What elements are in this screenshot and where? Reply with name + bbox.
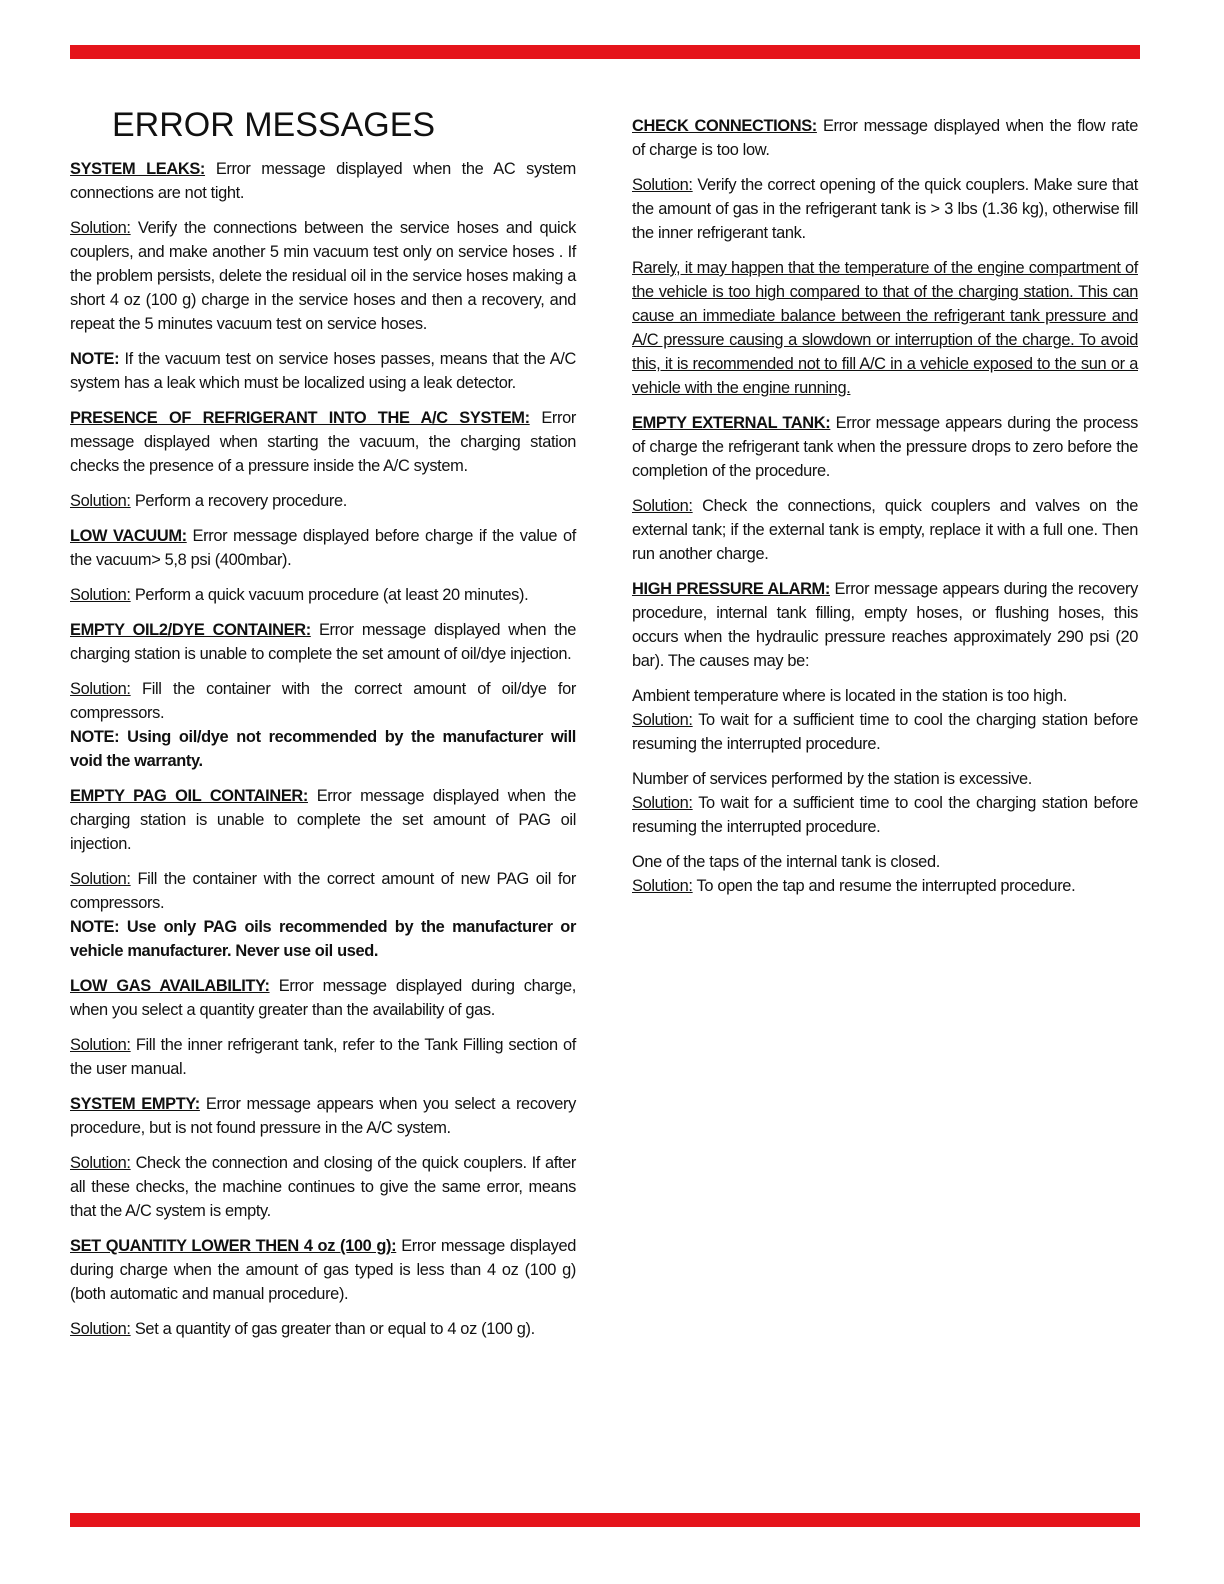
solution-label: Solution: bbox=[70, 870, 131, 888]
low-gas-desc: LOW GAS AVAILABILITY: Error message displayed during charge, when you select a quantity greater than the availability of gas. bbox=[70, 977, 576, 1019]
note-label: NOTE: bbox=[70, 350, 120, 368]
low-gas-solution: Solution: Fill the inner refrigerant tank, refer to the Tank Filling section of the user manual. bbox=[70, 1036, 576, 1078]
ext-tank-solution: Solution: Check the connections, quick couplers and valves on the external tank; if the external tank is empty, replace it with a full one. Then run another charge. bbox=[632, 497, 1138, 563]
solution-label: Solution: bbox=[70, 1036, 131, 1054]
high-pressure-label: HIGH PRESSURE ALARM: bbox=[632, 580, 830, 598]
system-leaks-note: NOTE: If the vacuum test on service hoses passes, means that the A/C system has a leak which must be localized using a leak detector. bbox=[70, 350, 576, 392]
solution-label: Solution: bbox=[632, 711, 693, 729]
check-conn-label: CHECK CONNECTIONS: bbox=[632, 117, 817, 135]
solution-label: Solution: bbox=[632, 497, 693, 515]
presence-label: PRESENCE OF REFRIGERANT INTO THE A/C SYSTEM: bbox=[70, 409, 530, 427]
check-conn-solution: Solution: Verify the correct opening of the quick couplers. Make sure that the amount of gas in the refrigerant tank is > 3 lbs (1.36 kg), otherwise fill the inner refrigerant tank. bbox=[632, 176, 1138, 242]
right-column bbox=[632, 114, 1138, 909]
pag-desc: EMPTY PAG OIL CONTAINER: Error message displayed when the charging station is unable to complete the set amount of PAG oil injection. bbox=[70, 787, 576, 853]
solution-label: Solution: bbox=[70, 492, 131, 510]
bottom-accent-bar bbox=[70, 1513, 1140, 1527]
high-pressure-desc: HIGH PRESSURE ALARM: Error message appears during the recovery procedure, internal tank filling, empty hoses, or flushing hoses, this occurs when the hydraulic pressure reaches approximately 290 psi (20 bar). The causes may be: bbox=[632, 580, 1138, 670]
low-gas-label: LOW GAS AVAILABILITY: bbox=[70, 977, 270, 995]
system-empty-label: SYSTEM EMPTY: bbox=[70, 1095, 200, 1113]
oil2dye-label: EMPTY OIL2/DYE CONTAINER: bbox=[70, 621, 311, 639]
low-vacuum-label: LOW VACUUM: bbox=[70, 527, 187, 545]
pag-note: NOTE: Use only PAG oils recommended by the manufacturer or vehicle manufacturer. Never use oil used. bbox=[70, 918, 576, 960]
ext-tank-label: EMPTY EXTERNAL TANK: bbox=[632, 414, 831, 432]
oil2dye-solution: Solution: Fill the container with the correct amount of oil/dye for compressors. bbox=[70, 680, 576, 722]
page-title: ERROR MESSAGES bbox=[112, 106, 436, 144]
solution-label: Solution: bbox=[70, 219, 131, 237]
presence-desc: PRESENCE OF REFRIGERANT INTO THE A/C SYSTEM: Error message displayed when starting the vacuum, the charging station checks the presence of a pressure inside the A/C system. bbox=[70, 409, 576, 475]
presence-solution: Solution: Perform a recovery procedure. bbox=[70, 492, 347, 510]
pag-label: EMPTY PAG OIL CONTAINER: bbox=[70, 787, 308, 805]
low-vacuum-solution: Solution: Perform a quick vacuum procedure (at least 20 minutes). bbox=[70, 586, 529, 604]
top-accent-bar bbox=[70, 45, 1140, 59]
set-qty-solution: Solution: Set a quantity of gas greater than or equal to 4 oz (100 g). bbox=[70, 1320, 535, 1338]
check-conn-rarely: Rarely, it may happen that the temperature of the engine compartment of the vehicle is too high compared to that of the charging station. This can cause an immediate balance between the refrigerant tank pressure and A/C pressure causing a slowdown or interruption of the charge. To avoid this, it is recommended not to fill A/C in a vehicle exposed to the sun or a vehicle with the engine running. bbox=[632, 259, 1138, 397]
solution-label: Solution: bbox=[632, 176, 693, 194]
solution-label: Solution: bbox=[70, 1320, 131, 1338]
solution-label: Solution: bbox=[632, 794, 693, 812]
oil2dye-desc: EMPTY OIL2/DYE CONTAINER: Error message displayed when the charging station is unable to complete the set amount of oil/dye injection. bbox=[70, 621, 576, 663]
left-column bbox=[70, 106, 576, 1352]
check-conn-desc: CHECK CONNECTIONS: Error message displayed when the flow rate of charge is too low. bbox=[632, 117, 1138, 159]
system-leaks-solution: Solution: Verify the connections between the service hoses and quick couplers, and make another 5 min vacuum test only on service hoses . If the problem persists, delete the residual oil in the service hoses making a short 4 oz (100 g) charge in the service hoses and then a recovery, and repeat the 5 minutes vacuum test on service hoses. bbox=[70, 219, 576, 333]
high-pressure-cause-2: Number of services performed by the station is excessive. Solution: To wait for a sufficient time to cool the charging station before resuming the interrupted procedure. bbox=[632, 770, 1138, 836]
system-empty-solution: Solution: Check the connection and closing of the quick couplers. If after all these checks, the machine continues to give the same error, means that the A/C system is empty. bbox=[70, 1154, 576, 1220]
system-leaks-desc: SYSTEM LEAKS: Error message displayed when the AC system connections are not tight. bbox=[70, 160, 576, 202]
solution-label: Solution: bbox=[632, 877, 693, 895]
system-leaks-label: SYSTEM LEAKS: bbox=[70, 160, 206, 178]
set-qty-desc: SET QUANTITY LOWER THEN 4 oz (100 g): Error message displayed during charge when the amount of gas typed is less than 4 oz (100 g) (both automatic and manual procedure). bbox=[70, 1237, 576, 1303]
solution-label: Solution: bbox=[70, 586, 131, 604]
ext-tank-desc: EMPTY EXTERNAL TANK: Error message appears during the process of charge the refrigerant tank when the pressure drops to zero before the completion of the procedure. bbox=[632, 414, 1139, 480]
system-empty-desc: SYSTEM EMPTY: Error message appears when you select a recovery procedure, but is not found pressure in the A/C system. bbox=[70, 1095, 576, 1137]
oil2dye-note: NOTE: Using oil/dye not recommended by the manufacturer will void the warranty. bbox=[70, 728, 576, 770]
set-qty-label: SET QUANTITY LOWER THEN 4 oz (100 g): bbox=[70, 1237, 397, 1255]
solution-label: Solution: bbox=[70, 1154, 131, 1172]
high-pressure-cause-1: Ambient temperature where is located in the station is too high. Solution: To wait for a sufficient time to cool the charging station before resuming the interrupted procedure. bbox=[632, 687, 1138, 753]
low-vacuum-desc: LOW VACUUM: Error message displayed before charge if the value of the vacuum> 5,8 psi (400mbar). bbox=[70, 527, 576, 569]
high-pressure-cause-3: One of the taps of the internal tank is closed. Solution: To open the tap and resume the interrupted procedure. bbox=[632, 853, 1076, 895]
pag-solution: Solution: Fill the container with the correct amount of new PAG oil for compressors. bbox=[70, 870, 576, 912]
solution-label: Solution: bbox=[70, 680, 131, 698]
